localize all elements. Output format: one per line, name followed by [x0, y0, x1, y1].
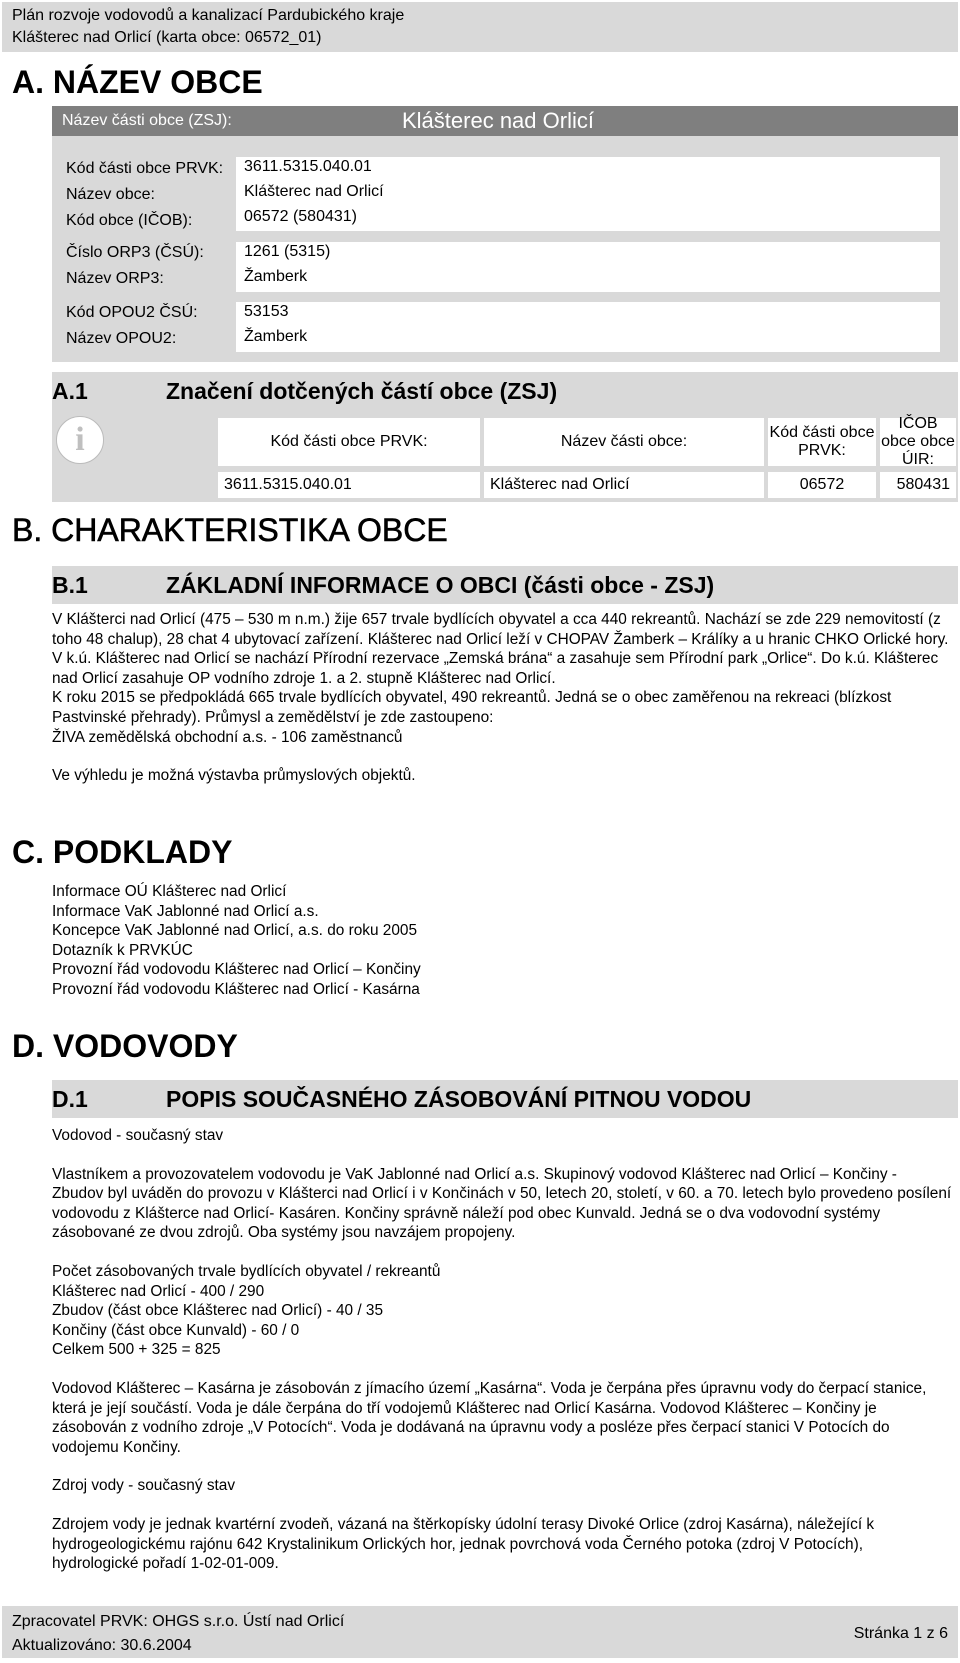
- group3-values: [236, 302, 940, 352]
- list-item: Dotazník k PRVKÚC: [52, 941, 193, 959]
- sources-list: [52, 882, 952, 1000]
- list-item: Celkem 500 + 325 = 825: [52, 1341, 221, 1359]
- field-value: 1261 (5315): [244, 243, 331, 260]
- paragraph: ŽIVA zemědělská obchodní a.s. - 106 zaměstnanců: [52, 728, 403, 746]
- paragraph: K roku 2015 se předpokládá 665 trvale bydlících obyvatel, 490 rekreantů. Jedná se o obec zaměřenou na rekreaci (blízkost Pastvinské přehrady). Průmysl a zemědělství je zde zastoupeno:: [52, 689, 892, 726]
- section-b-title: B. CHARAKTERISTIKA OBCE: [12, 512, 448, 548]
- list-item: Končiny (část obce Kunvald) - 60 / 0: [52, 1321, 300, 1339]
- table-header-cell: IČOB obce obce ÚIR:: [881, 415, 955, 468]
- section-d1-title: POPIS SOUČASNÉHO ZÁSOBOVÁNÍ PITNOU VODOU: [166, 1086, 752, 1112]
- field-label: Číslo ORP3 (ČSÚ):: [66, 244, 204, 261]
- zsj-name-bar: [52, 106, 958, 136]
- group2-labels: [66, 240, 204, 292]
- paragraph: Vlastníkem a provozovatelem vodovodu je VaK Jablonné nad Orlicí a.s. Skupinový vodovod Klášterec nad Orlicí – Končiny - Zbudov byl uváděn do provozu v Klášterci nad Orlicí i v Končinách v 50, letech 20, století, v 60. a 70. letech bylo provedeno posílení vodovodu z Klášterce nad Orlicí- Kasáren. Končiny správně náleží pod obec Kunvald. Jedná se o dva vodovodní systémy zásobované ze dvou zdrojů. Oba systémy jsou navzájem propojeny.: [52, 1165, 952, 1242]
- document-footer: [2, 1606, 958, 1658]
- list-item: Informace OÚ Klášterec nad Orlicí: [52, 883, 287, 900]
- field-value: 06572 (580431): [244, 208, 357, 225]
- document-header: [2, 2, 958, 52]
- header-subtitle: Klášterec nad Orlicí (karta obce: 06572_01): [12, 29, 322, 46]
- section-c-title: C. PODKLADY: [12, 834, 233, 870]
- zsj-name-value: Klášterec nad Orlicí: [402, 108, 594, 133]
- section-b1-bar: [52, 566, 958, 604]
- section-a1-title: Značení dotčených částí obce (ZSJ): [166, 378, 558, 404]
- paragraph: V Klášterci nad Orlicí (475 – 530 m n.m.) žije 657 trvale bydlících obyvatel a cca 440 rekreantů. Nachází se zde 229 nemovitostí (z toho 48 chalup), 28 chat 4 ubytovací zařízení. Klášterec nad Orlicí leží v CHOPAV Žamberk – Králíky a u hranic CHKO Orlické hory. V k.ú. Klášterec nad Orlicí se nachází Přírodní rezervace „Zemská brána“ a zasahuje sem Přírodní park „Orlice“. Do k.ú. Klášterec nad Orlicí zasahuje OP vodního zdroje 1. a 2. stupně Klášterec nad Orlicí.: [52, 611, 949, 687]
- paragraph: Ve výhledu je možná výstavba průmyslových objektů.: [52, 767, 416, 785]
- group1-labels: [66, 156, 223, 234]
- paragraph: Zdrojem vody je jednak kvartérní zvodeň, vázaná na štěrkopísky údolní terasy Divoké Orlice (zdroj Kasárna), náležející k hydrogeologickému rajónu 642 Krystalinikum Orlických hor, jednak povrchová voda Černého potoka (zdroj V Potocích), hydrologické pořadí 1-02-01-009.: [52, 1515, 875, 1573]
- section-d1-bar: [52, 1080, 958, 1118]
- table-header-cell: Název části obce:: [484, 418, 764, 466]
- list-item: Provozní řád vodovodu Klášterec nad Orlicí – Končiny: [52, 961, 421, 979]
- list-item: Provozní řád vodovodu Klášterec nad Orlicí - Kasárna: [52, 980, 420, 998]
- supply-counts: [52, 1262, 952, 1360]
- field-label: Kód OPOU2 ČSÚ:: [66, 304, 198, 321]
- field-value: Žamberk: [244, 268, 308, 285]
- list-item: Informace VaK Jablonné nad Orlicí a.s.: [52, 902, 319, 920]
- list-item: Klášterec nad Orlicí - 400 / 290: [52, 1282, 265, 1300]
- list-item: Koncepce VaK Jablonné nad Orlicí, a.s. do roku 2005: [52, 922, 418, 940]
- paragraph: Vodovod Klášterec – Kasárna je zásobován z jímacího území „Kasárna“. Voda je čerpána přes úpravnu vody do čerpací stanice, která je její součástí. Voda je dále čerpána do tří vodojemů Klášterec nad Orlicí Kasárna. Vodovod Klášterec – Končiny je zásobován z vodního zdroje „V Potocích“. Voda je dodávaná na úpravnu vody a posléze přes čerpací stanici V Potocích do vodojemu Končiny.: [52, 1379, 927, 1456]
- section-d1-number: D.1: [52, 1086, 88, 1112]
- footer-updated: Aktualizováno: 30.6.2004: [12, 1637, 192, 1654]
- section-b1-title: ZÁKLADNÍ INFORMACE O OBCI (části obce - ZSJ): [166, 572, 715, 598]
- field-label: Název obce:: [66, 186, 155, 203]
- section-a1-number: A.1: [52, 378, 88, 404]
- field-label: Kód obce (IČOB):: [66, 212, 193, 229]
- field-value: 53153: [244, 303, 289, 320]
- header-title: Plán rozvoje vodovodů a kanalizací Pardubického kraje: [12, 7, 405, 24]
- section-d-title: D. VODOVODY: [12, 1028, 238, 1064]
- field-label: Kód části obce PRVK:: [66, 160, 224, 177]
- field-label: Název OPOU2:: [66, 330, 177, 347]
- zsj-name-label: Název části obce (ZSJ):: [62, 112, 232, 129]
- table-header-cell: Kód části obce PRVK:: [768, 418, 876, 466]
- section-a1-bar: [52, 372, 958, 410]
- list-item: Zbudov (část obce Klášterec nad Orlicí) - 40 / 35: [52, 1302, 384, 1320]
- paragraph: Zdroj vody - současný stav: [52, 1477, 236, 1495]
- table-cell: 06572: [768, 472, 876, 498]
- paragraph: Vodovod - současný stav: [52, 1127, 224, 1144]
- group3-labels: [66, 300, 198, 352]
- page-number: Stránka 1 z 6: [853, 1625, 948, 1642]
- table-header-cell: Kód části obce PRVK:: [218, 418, 480, 466]
- field-value: 3611.5315.040.01: [244, 158, 372, 175]
- field-value: Žamberk: [244, 328, 308, 345]
- list-item: Počet zásobovaných trvale bydlících obyvatel / rekreantů: [52, 1262, 441, 1280]
- section-d1-text: [52, 1126, 952, 1574]
- section-a-title: A. NÁZEV OBCE: [12, 64, 263, 100]
- field-value: Klášterec nad Orlicí: [244, 183, 384, 200]
- section-b1-number: B.1: [52, 572, 88, 598]
- footer-author: Zpracovatel PRVK: OHGS s.r.o. Ústí nad Orlicí: [12, 1613, 345, 1630]
- table-cell: 580431: [880, 472, 956, 498]
- municipality-info-box: [52, 136, 958, 362]
- table-cell: Klášterec nad Orlicí: [484, 472, 764, 498]
- group2-values: [236, 242, 940, 292]
- section-b1-text: [52, 610, 952, 786]
- table-cell: 3611.5315.040.01: [218, 472, 480, 498]
- field-label: Název ORP3:: [66, 270, 164, 287]
- group1-values: [236, 157, 940, 231]
- info-icon: i: [56, 416, 104, 464]
- zsj-table: [52, 410, 958, 502]
